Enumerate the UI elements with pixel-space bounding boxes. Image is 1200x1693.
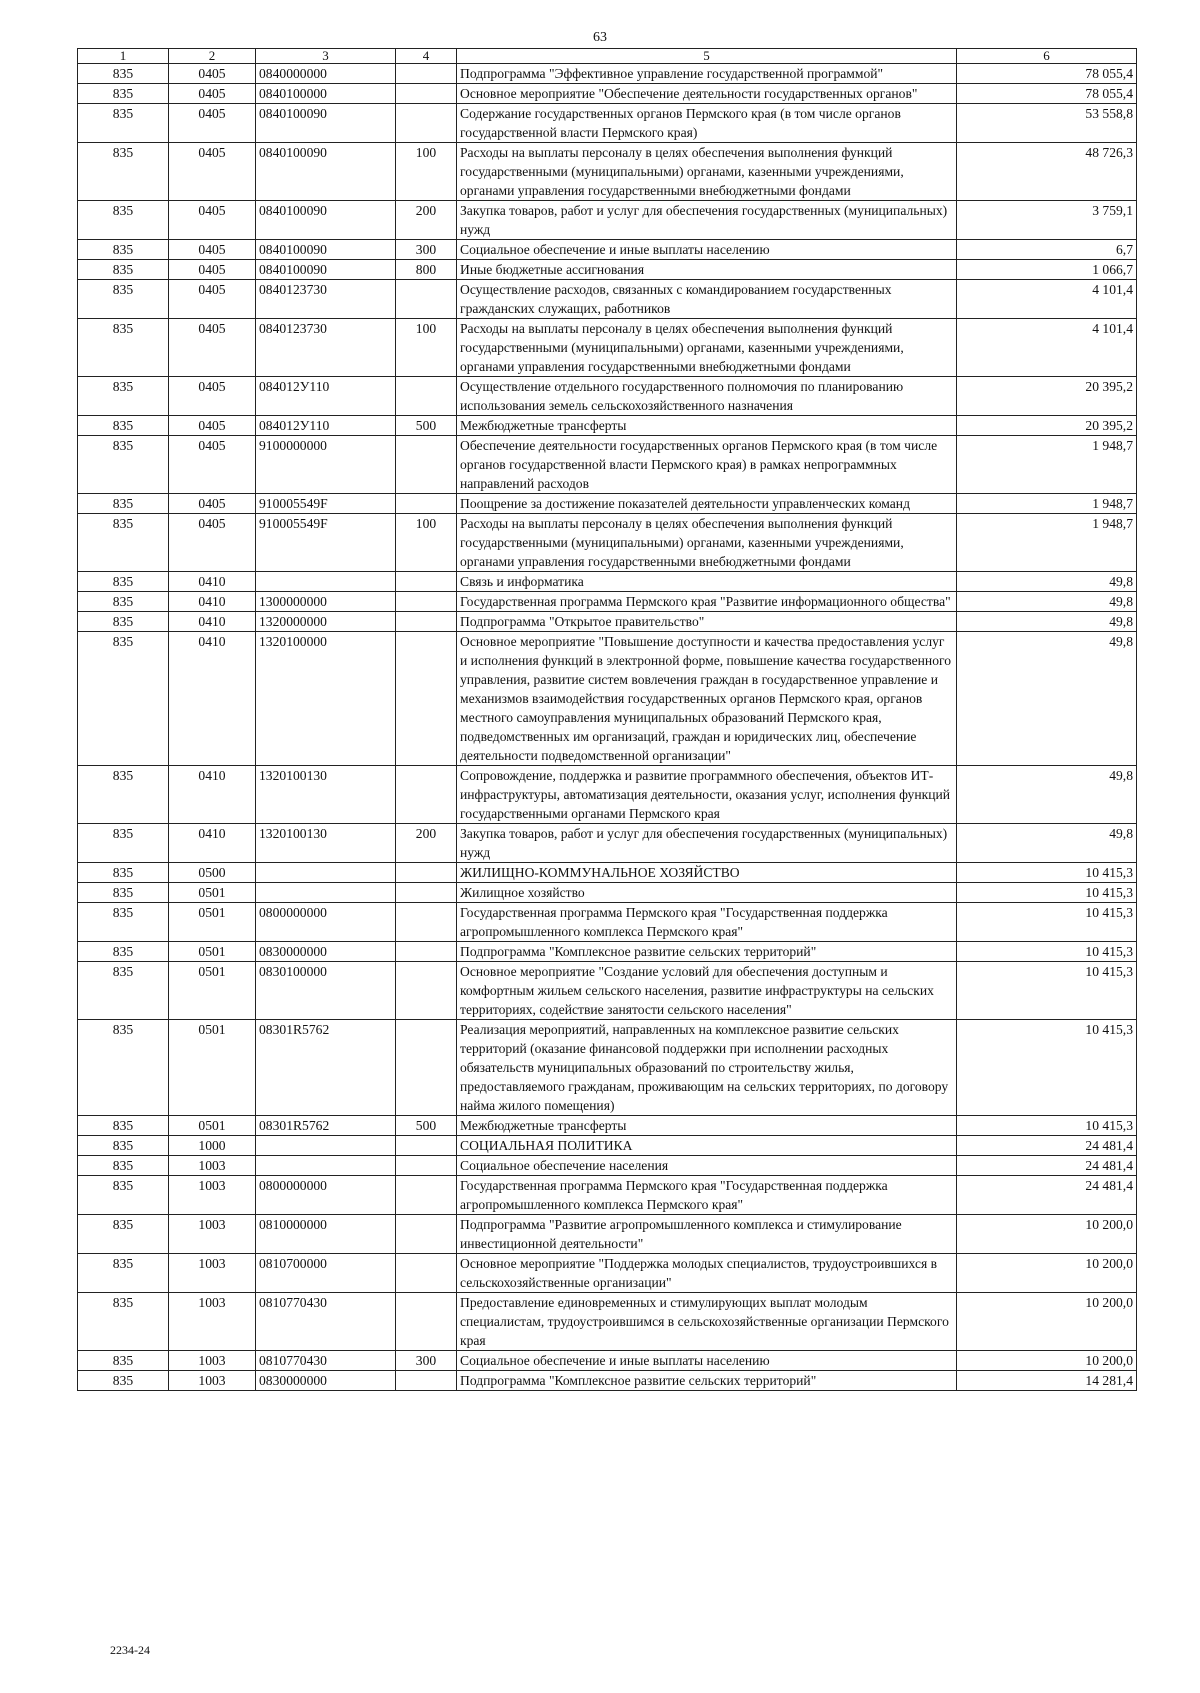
section-code-cell: 0500 bbox=[169, 863, 256, 883]
target-article-cell: 1300000000 bbox=[256, 592, 396, 612]
section-code-cell: 0501 bbox=[169, 942, 256, 962]
expense-type-cell bbox=[396, 64, 457, 84]
footer-code: 2234-24 bbox=[110, 1643, 150, 1657]
section-code-cell: 1003 bbox=[169, 1176, 256, 1215]
table-row bbox=[78, 280, 1137, 319]
description-cell: Подпрограмма "Комплексное развитие сельских территорий" bbox=[457, 1371, 957, 1391]
amount-cell: 10 200,0 bbox=[957, 1351, 1137, 1371]
amount-cell: 49,8 bbox=[957, 612, 1137, 632]
section-code-cell: 0405 bbox=[169, 494, 256, 514]
expense-type-cell bbox=[396, 632, 457, 766]
table-row bbox=[78, 64, 1137, 84]
target-article-cell: 1320100000 bbox=[256, 632, 396, 766]
description-cell: Подпрограмма "Эффективное управление государственной программой" bbox=[457, 64, 957, 84]
ministry-code-cell: 835 bbox=[78, 436, 169, 494]
table-row bbox=[78, 962, 1137, 1020]
table-row bbox=[78, 1215, 1137, 1254]
target-article-cell: 9100000000 bbox=[256, 436, 396, 494]
target-article-cell: 0840123730 bbox=[256, 280, 396, 319]
expense-type-cell bbox=[396, 104, 457, 143]
section-code-cell: 1003 bbox=[169, 1293, 256, 1351]
expense-type-cell bbox=[396, 903, 457, 942]
expense-type-cell bbox=[396, 883, 457, 903]
description-cell: Подпрограмма "Комплексное развитие сельских территорий" bbox=[457, 942, 957, 962]
expense-type-cell bbox=[396, 1020, 457, 1116]
expense-type-cell bbox=[396, 84, 457, 104]
section-code-cell: 0501 bbox=[169, 903, 256, 942]
description-cell: Содержание государственных органов Пермского края (в том числе органов государственной власти Пермского края) bbox=[457, 104, 957, 143]
table-row bbox=[78, 883, 1137, 903]
amount-cell: 78 055,4 bbox=[957, 84, 1137, 104]
expense-type-cell bbox=[396, 1215, 457, 1254]
table-row bbox=[78, 1293, 1137, 1351]
ministry-code-cell: 835 bbox=[78, 1116, 169, 1136]
description-cell: Социальное обеспечение и иные выплаты населению bbox=[457, 240, 957, 260]
target-article-cell: 0840100090 bbox=[256, 201, 396, 240]
ministry-code-cell: 835 bbox=[78, 64, 169, 84]
description-cell: Поощрение за достижение показателей деятельности управленческих команд bbox=[457, 494, 957, 514]
ministry-code-cell: 835 bbox=[78, 416, 169, 436]
expense-type-cell: 100 bbox=[396, 319, 457, 377]
expense-type-cell: 200 bbox=[396, 824, 457, 863]
expense-type-cell bbox=[396, 494, 457, 514]
description-cell: Основное мероприятие "Обеспечение деятельности государственных органов" bbox=[457, 84, 957, 104]
amount-cell: 10 415,3 bbox=[957, 1020, 1137, 1116]
description-cell: ЖИЛИЩНО-КОММУНАЛЬНОЕ ХОЗЯЙСТВО bbox=[457, 863, 957, 883]
target-article-cell: 0810000000 bbox=[256, 1215, 396, 1254]
table-row bbox=[78, 319, 1137, 377]
table-row bbox=[78, 824, 1137, 863]
table-row bbox=[78, 572, 1137, 592]
section-code-cell: 1003 bbox=[169, 1156, 256, 1176]
description-cell: Закупка товаров, работ и услуг для обеспечения государственных (муниципальных) нужд bbox=[457, 824, 957, 863]
ministry-code-cell: 835 bbox=[78, 104, 169, 143]
expense-type-cell: 300 bbox=[396, 240, 457, 260]
description-cell: Реализация мероприятий, направленных на комплексное развитие сельских территорий (оказание финансовой поддержки при исполнении расходных обязательств муниципальных образований по строительству жилья, предоставляемого гражданам, проживающим на сельских территориях, по договору найма жилого помещения) bbox=[457, 1020, 957, 1116]
expense-type-cell: 300 bbox=[396, 1351, 457, 1371]
table-row bbox=[78, 1254, 1137, 1293]
table-row bbox=[78, 1136, 1137, 1156]
expense-type-cell bbox=[396, 962, 457, 1020]
expense-type-cell bbox=[396, 1254, 457, 1293]
target-article-cell bbox=[256, 863, 396, 883]
section-code-cell: 0405 bbox=[169, 416, 256, 436]
ministry-code-cell: 835 bbox=[78, 592, 169, 612]
section-code-cell: 0405 bbox=[169, 319, 256, 377]
section-code-cell: 1003 bbox=[169, 1215, 256, 1254]
target-article-cell bbox=[256, 883, 396, 903]
target-article-cell: 0830100000 bbox=[256, 962, 396, 1020]
target-article-cell: 084012У110 bbox=[256, 377, 396, 416]
table-row bbox=[78, 1156, 1137, 1176]
description-cell: Осуществление расходов, связанных с командированием государственных гражданских служащих, работников bbox=[457, 280, 957, 319]
description-cell: Расходы на выплаты персоналу в целях обеспечения выполнения функций государственными (муниципальными) органами, казенными учреждениями, органами управления государственными внебюджетными фондами bbox=[457, 143, 957, 201]
expense-type-cell bbox=[396, 1293, 457, 1351]
amount-cell: 10 200,0 bbox=[957, 1293, 1137, 1351]
target-article-cell bbox=[256, 572, 396, 592]
target-article-cell: 0840100090 bbox=[256, 104, 396, 143]
amount-cell: 49,8 bbox=[957, 766, 1137, 824]
table-row bbox=[78, 436, 1137, 494]
expense-type-cell: 500 bbox=[396, 416, 457, 436]
target-article-cell: 0830000000 bbox=[256, 1371, 396, 1391]
target-article-cell: 0810770430 bbox=[256, 1351, 396, 1371]
table-row bbox=[78, 632, 1137, 766]
amount-cell: 20 395,2 bbox=[957, 416, 1137, 436]
amount-cell: 3 759,1 bbox=[957, 201, 1137, 240]
section-code-cell: 0405 bbox=[169, 377, 256, 416]
amount-cell: 78 055,4 bbox=[957, 64, 1137, 84]
description-cell: Предоставление единовременных и стимулирующих выплат молодым специалистам, трудоустроившимся в сельскохозяйственные организации Пермского края bbox=[457, 1293, 957, 1351]
ministry-code-cell: 835 bbox=[78, 1254, 169, 1293]
expense-type-cell: 100 bbox=[396, 514, 457, 572]
expense-type-cell bbox=[396, 863, 457, 883]
description-cell: Основное мероприятие "Создание условий для обеспечения доступным и комфортным жильем сельского населения, развитие инфраструктуры на сельских территориях, содействие занятости сельского населения" bbox=[457, 962, 957, 1020]
table-row bbox=[78, 143, 1137, 201]
amount-cell: 53 558,8 bbox=[957, 104, 1137, 143]
amount-cell: 10 415,3 bbox=[957, 962, 1137, 1020]
column-header-3: 3 bbox=[256, 49, 396, 64]
page-number: 63 bbox=[593, 30, 607, 45]
column-header-5: 5 bbox=[457, 49, 957, 64]
table-row bbox=[78, 863, 1137, 883]
section-code-cell: 0405 bbox=[169, 64, 256, 84]
amount-cell: 49,8 bbox=[957, 632, 1137, 766]
expense-type-cell: 200 bbox=[396, 201, 457, 240]
target-article-cell: 084012У110 bbox=[256, 416, 396, 436]
ministry-code-cell: 835 bbox=[78, 1136, 169, 1156]
expense-type-cell bbox=[396, 1156, 457, 1176]
ministry-code-cell: 835 bbox=[78, 962, 169, 1020]
description-cell: Подпрограмма "Развитие агропромышленного комплекса и стимулирование инвестиционной деятельности" bbox=[457, 1215, 957, 1254]
description-cell: Осуществление отдельного государственного полномочия по планированию использования земель сельскохозяйственного назначения bbox=[457, 377, 957, 416]
ministry-code-cell: 835 bbox=[78, 903, 169, 942]
section-code-cell: 0405 bbox=[169, 280, 256, 319]
section-code-cell: 0410 bbox=[169, 612, 256, 632]
table-row bbox=[78, 766, 1137, 824]
ministry-code-cell: 835 bbox=[78, 1215, 169, 1254]
ministry-code-cell: 835 bbox=[78, 883, 169, 903]
ministry-code-cell: 835 bbox=[78, 319, 169, 377]
section-code-cell: 1003 bbox=[169, 1351, 256, 1371]
expense-type-cell bbox=[396, 436, 457, 494]
section-code-cell: 0405 bbox=[169, 240, 256, 260]
column-header-4: 4 bbox=[396, 49, 457, 64]
expense-type-cell bbox=[396, 377, 457, 416]
table-row bbox=[78, 592, 1137, 612]
expense-type-cell bbox=[396, 280, 457, 319]
table-row bbox=[78, 240, 1137, 260]
table-body bbox=[78, 64, 1137, 1391]
ministry-code-cell: 835 bbox=[78, 494, 169, 514]
table-row bbox=[78, 201, 1137, 240]
expense-type-cell bbox=[396, 1136, 457, 1156]
amount-cell: 48 726,3 bbox=[957, 143, 1137, 201]
amount-cell: 49,8 bbox=[957, 572, 1137, 592]
target-article-cell: 0840100090 bbox=[256, 240, 396, 260]
section-code-cell: 0501 bbox=[169, 1020, 256, 1116]
section-code-cell: 0405 bbox=[169, 104, 256, 143]
description-cell: Сопровождение, поддержка и развитие программного обеспечения, объектов ИТ-инфраструктуры, автоматизация деятельности, оказания услуг, исполнения функций государственными органами Пермского края bbox=[457, 766, 957, 824]
description-cell: Связь и информатика bbox=[457, 572, 957, 592]
section-code-cell: 0405 bbox=[169, 201, 256, 240]
section-code-cell: 0501 bbox=[169, 883, 256, 903]
amount-cell: 10 415,3 bbox=[957, 1116, 1137, 1136]
table-row bbox=[78, 377, 1137, 416]
description-cell: Жилищное хозяйство bbox=[457, 883, 957, 903]
description-cell: СОЦИАЛЬНАЯ ПОЛИТИКА bbox=[457, 1136, 957, 1156]
amount-cell: 10 415,3 bbox=[957, 942, 1137, 962]
ministry-code-cell: 835 bbox=[78, 260, 169, 280]
ministry-code-cell: 835 bbox=[78, 1293, 169, 1351]
section-code-cell: 0410 bbox=[169, 592, 256, 612]
description-cell: Государственная программа Пермского края "Государственная поддержка агропромышленного комплекса Пермского края" bbox=[457, 1176, 957, 1215]
section-code-cell: 0410 bbox=[169, 824, 256, 863]
description-cell: Закупка товаров, работ и услуг для обеспечения государственных (муниципальных) нужд bbox=[457, 201, 957, 240]
target-article-cell: 910005549F bbox=[256, 514, 396, 572]
expense-type-cell bbox=[396, 572, 457, 592]
amount-cell: 10 415,3 bbox=[957, 883, 1137, 903]
amount-cell: 10 200,0 bbox=[957, 1215, 1137, 1254]
target-article-cell: 0810700000 bbox=[256, 1254, 396, 1293]
section-code-cell: 0501 bbox=[169, 1116, 256, 1136]
column-header-1: 1 bbox=[78, 49, 169, 64]
ministry-code-cell: 835 bbox=[78, 240, 169, 260]
target-article-cell: 1320000000 bbox=[256, 612, 396, 632]
ministry-code-cell: 835 bbox=[78, 514, 169, 572]
table-row bbox=[78, 514, 1137, 572]
target-article-cell: 08301R5762 bbox=[256, 1116, 396, 1136]
description-cell: Социальное обеспечение и иные выплаты населению bbox=[457, 1351, 957, 1371]
expense-type-cell: 100 bbox=[396, 143, 457, 201]
section-code-cell: 0405 bbox=[169, 514, 256, 572]
amount-cell: 1 948,7 bbox=[957, 436, 1137, 494]
amount-cell: 4 101,4 bbox=[957, 280, 1137, 319]
target-article-cell: 08301R5762 bbox=[256, 1020, 396, 1116]
ministry-code-cell: 835 bbox=[78, 942, 169, 962]
amount-cell: 14 281,4 bbox=[957, 1371, 1137, 1391]
ministry-code-cell: 835 bbox=[78, 377, 169, 416]
expense-type-cell bbox=[396, 612, 457, 632]
description-cell: Иные бюджетные ассигнования bbox=[457, 260, 957, 280]
description-cell: Расходы на выплаты персоналу в целях обеспечения выполнения функций государственными (муниципальными) органами, казенными учреждениями, органами управления государственными внебюджетными фондами bbox=[457, 514, 957, 572]
description-cell: Государственная программа Пермского края "Государственная поддержка агропромышленного комплекса Пермского края" bbox=[457, 903, 957, 942]
table-row bbox=[78, 942, 1137, 962]
table-row bbox=[78, 104, 1137, 143]
expense-type-cell bbox=[396, 592, 457, 612]
section-code-cell: 0501 bbox=[169, 962, 256, 1020]
column-header-6: 6 bbox=[957, 49, 1137, 64]
section-code-cell: 0410 bbox=[169, 766, 256, 824]
section-code-cell: 0405 bbox=[169, 260, 256, 280]
amount-cell: 10 415,3 bbox=[957, 863, 1137, 883]
target-article-cell bbox=[256, 1156, 396, 1176]
target-article-cell bbox=[256, 1136, 396, 1156]
expense-type-cell: 800 bbox=[396, 260, 457, 280]
amount-cell: 1 948,7 bbox=[957, 494, 1137, 514]
amount-cell: 20 395,2 bbox=[957, 377, 1137, 416]
description-cell: Основное мероприятие "Поддержка молодых специалистов, трудоустроившихся в сельскохозяйственные организации" bbox=[457, 1254, 957, 1293]
table-row bbox=[78, 1371, 1137, 1391]
ministry-code-cell: 835 bbox=[78, 863, 169, 883]
amount-cell: 49,8 bbox=[957, 824, 1137, 863]
table-row bbox=[78, 1351, 1137, 1371]
amount-cell: 24 481,4 bbox=[957, 1156, 1137, 1176]
table-row bbox=[78, 612, 1137, 632]
table-row bbox=[78, 494, 1137, 514]
section-code-cell: 0405 bbox=[169, 84, 256, 104]
description-cell: Подпрограмма "Открытое правительство" bbox=[457, 612, 957, 632]
ministry-code-cell: 835 bbox=[78, 84, 169, 104]
section-code-cell: 1003 bbox=[169, 1254, 256, 1293]
column-header-2: 2 bbox=[169, 49, 256, 64]
ministry-code-cell: 835 bbox=[78, 1351, 169, 1371]
description-cell: Социальное обеспечение населения bbox=[457, 1156, 957, 1176]
description-cell: Государственная программа Пермского края "Развитие информационного общества" bbox=[457, 592, 957, 612]
table-row bbox=[78, 1020, 1137, 1116]
ministry-code-cell: 835 bbox=[78, 572, 169, 592]
budget-table bbox=[77, 48, 1137, 1391]
description-cell: Основное мероприятие "Повышение доступности и качества предоставления услуг и исполнения функций в электронной форме, повышение качества государственного управления, развитие систем вовлечения граждан в государственное управление и механизмов взаимодействия государственных органов Пермского края, органов местного самоуправления муниципальных образований Пермского края, подведомственных им организаций, граждан и юридических лиц, обеспечение деятельности подведомственной организации" bbox=[457, 632, 957, 766]
section-code-cell: 0405 bbox=[169, 143, 256, 201]
target-article-cell: 0840100090 bbox=[256, 260, 396, 280]
amount-cell: 10 415,3 bbox=[957, 903, 1137, 942]
section-code-cell: 1003 bbox=[169, 1371, 256, 1391]
target-article-cell: 910005549F bbox=[256, 494, 396, 514]
expense-type-cell: 500 bbox=[396, 1116, 457, 1136]
table-row bbox=[78, 1116, 1137, 1136]
amount-cell: 24 481,4 bbox=[957, 1136, 1137, 1156]
description-cell: Расходы на выплаты персоналу в целях обеспечения выполнения функций государственными (муниципальными) органами, казенными учреждениями, органами управления государственными внебюджетными фондами bbox=[457, 319, 957, 377]
target-article-cell: 0800000000 bbox=[256, 903, 396, 942]
amount-cell: 49,8 bbox=[957, 592, 1137, 612]
amount-cell: 24 481,4 bbox=[957, 1176, 1137, 1215]
target-article-cell: 0810770430 bbox=[256, 1293, 396, 1351]
ministry-code-cell: 835 bbox=[78, 1371, 169, 1391]
target-article-cell: 0830000000 bbox=[256, 942, 396, 962]
table-row bbox=[78, 416, 1137, 436]
amount-cell: 1 066,7 bbox=[957, 260, 1137, 280]
amount-cell: 1 948,7 bbox=[957, 514, 1137, 572]
target-article-cell: 1320100130 bbox=[256, 766, 396, 824]
description-cell: Межбюджетные трансферты bbox=[457, 1116, 957, 1136]
target-article-cell: 0840100090 bbox=[256, 143, 396, 201]
ministry-code-cell: 835 bbox=[78, 612, 169, 632]
table-row bbox=[78, 260, 1137, 280]
target-article-cell: 0840123730 bbox=[256, 319, 396, 377]
ministry-code-cell: 835 bbox=[78, 1176, 169, 1215]
amount-cell: 4 101,4 bbox=[957, 319, 1137, 377]
ministry-code-cell: 835 bbox=[78, 632, 169, 766]
target-article-cell: 0800000000 bbox=[256, 1176, 396, 1215]
section-code-cell: 0405 bbox=[169, 436, 256, 494]
ministry-code-cell: 835 bbox=[78, 280, 169, 319]
ministry-code-cell: 835 bbox=[78, 143, 169, 201]
ministry-code-cell: 835 bbox=[78, 1156, 169, 1176]
amount-cell: 10 200,0 bbox=[957, 1254, 1137, 1293]
target-article-cell: 0840000000 bbox=[256, 64, 396, 84]
section-code-cell: 1000 bbox=[169, 1136, 256, 1156]
target-article-cell: 0840100000 bbox=[256, 84, 396, 104]
ministry-code-cell: 835 bbox=[78, 824, 169, 863]
section-code-cell: 0410 bbox=[169, 632, 256, 766]
ministry-code-cell: 835 bbox=[78, 1020, 169, 1116]
description-cell: Межбюджетные трансферты bbox=[457, 416, 957, 436]
description-cell: Обеспечение деятельности государственных органов Пермского края (в том числе органов государственной власти Пермского края) в рамках непрограммных направлений расходов bbox=[457, 436, 957, 494]
expense-type-cell bbox=[396, 1176, 457, 1215]
table-header-row bbox=[78, 49, 1137, 64]
expense-type-cell bbox=[396, 1371, 457, 1391]
ministry-code-cell: 835 bbox=[78, 766, 169, 824]
target-article-cell: 1320100130 bbox=[256, 824, 396, 863]
table-row bbox=[78, 1176, 1137, 1215]
expense-type-cell bbox=[396, 766, 457, 824]
section-code-cell: 0410 bbox=[169, 572, 256, 592]
ministry-code-cell: 835 bbox=[78, 201, 169, 240]
amount-cell: 6,7 bbox=[957, 240, 1137, 260]
table-row bbox=[78, 903, 1137, 942]
table-row bbox=[78, 84, 1137, 104]
expense-type-cell bbox=[396, 942, 457, 962]
